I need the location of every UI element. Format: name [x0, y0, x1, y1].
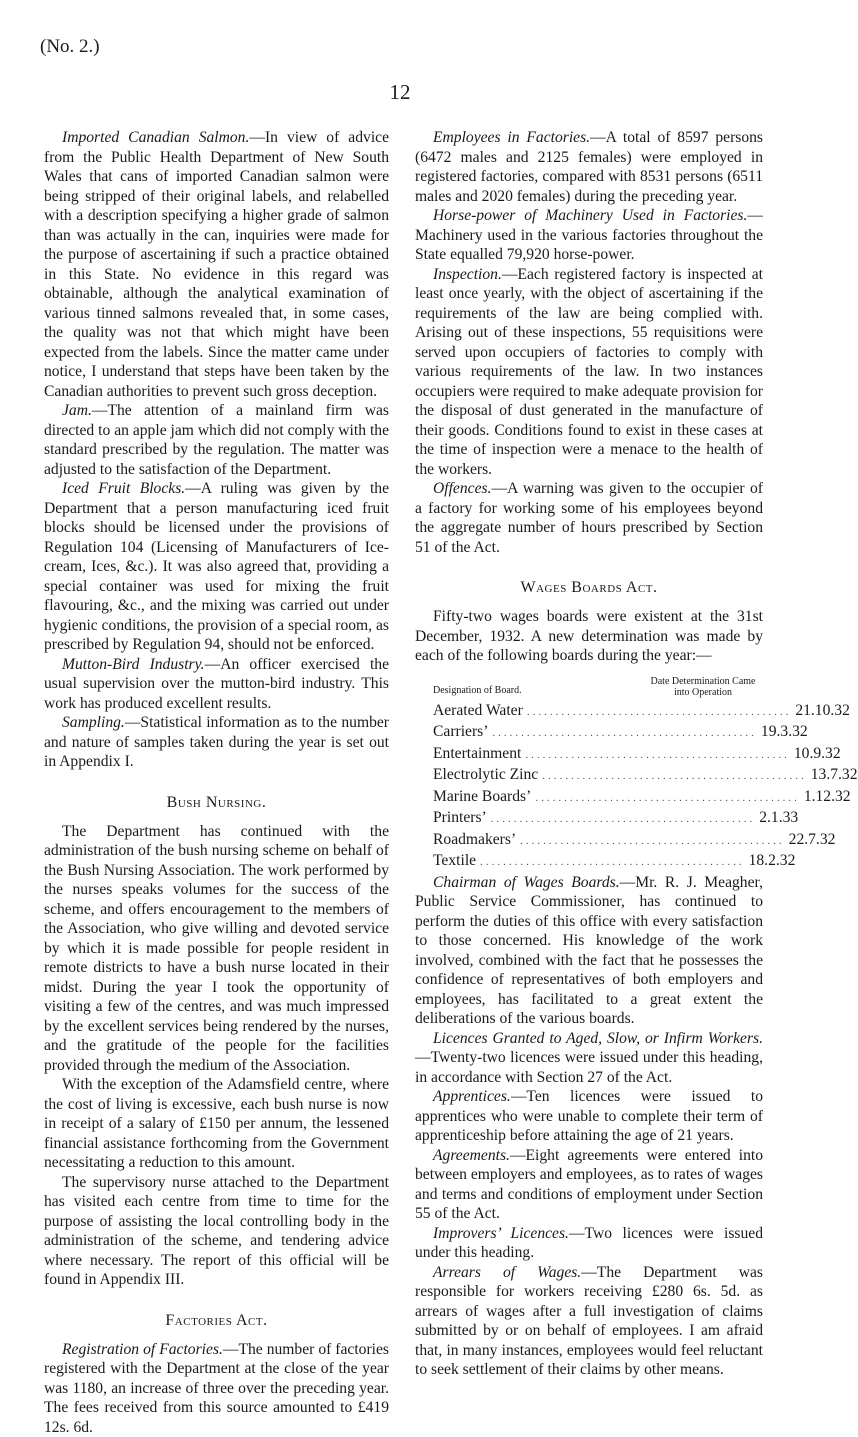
paragraph [44, 128, 389, 401]
wages-table-header [433, 676, 763, 698]
board-date: 18.2.32 [749, 851, 796, 871]
table-row [433, 722, 763, 744]
paragraph-text: The Department has continued with the administration of the bush nursing scheme on behalf of the Bush Nursing Association. The work performed by the nurses speaks volumes for the success of the scheme, and offers encouragement to the members of the Association, who give willing and devoted service by which it is made possible for people resident in remote districts to have a bush nurse located in their midst. During the year I took the opportunity of visiting a few of the centres, and was much impressed by the excellent services being rendered by the nurses, and the gratitude of the people for the facilities provided through the medium of the Association. [44, 823, 389, 1074]
paragraph-text: With the exception of the Adamsfield centre, where the cost of living is excessive, each bush nurse is now in receipt of a salary of £150 per annum, the lessened financial assistance forthcoming from the Government necessitating a reduction to this amount. [44, 1076, 389, 1171]
paragraph [44, 479, 389, 655]
table-row [433, 765, 763, 787]
dot-leader: .............................................. [520, 832, 785, 852]
paragraph-text: —A ruling was given by the Department that a person manufacturing iced fruit blocks should be licensed under the provisions of Regulation 104 (Licensing of Manufacturers of Ice-cream, Ices, &c.). It was also agreed that, providing a special container was used for mixing the fruit flavouring, &c., and the mixing was carried out under hygienic conditions, the provision of a special room, as prescribed by Regulation 94, should not be enforced. [44, 480, 389, 653]
paragraph [415, 1146, 763, 1224]
paragraph-text: —An officer exercised the usual supervision over the mutton-bird industry. This work has produced excellent results. [44, 656, 389, 712]
section-heading-factories-act: Factories Act. [44, 1312, 389, 1330]
document-number: (No. 2.) [40, 36, 100, 58]
table-row [433, 744, 763, 766]
paragraph [415, 1263, 763, 1380]
page-number: 12 [0, 80, 800, 105]
paragraph-heading: Apprentices. [433, 1088, 511, 1105]
paragraph-text: —Twenty-two licences were issued under this heading, in accordance with Section 27 of the Act. [415, 1049, 763, 1086]
paragraph-heading: Horse-power of Machinery Used in Factories. [433, 207, 747, 224]
paragraph-text: —Mr. R. J. Meagher, Public Service Commissioner, has continued to perform the duties of this office with every satisfaction to those concerned. His knowledge of the work involved, combined with the fact that he possesses the confidence of representatives of both employers and employees, has facilitated to a great extent the deliberations of the various boards. [415, 874, 763, 1028]
paragraph [44, 713, 389, 772]
board-date: 19.3.32 [761, 722, 808, 742]
column-header-date: Date Determination Came into Operation [643, 676, 763, 698]
paragraph-heading: Registration of Factories. [62, 1341, 223, 1358]
dot-leader: .............................................. [542, 767, 807, 787]
dot-leader: .............................................. [535, 789, 800, 809]
paragraph [44, 401, 389, 479]
dot-leader: .............................................. [525, 746, 790, 766]
dot-leader: .............................................. [480, 853, 745, 873]
paragraph [415, 479, 763, 557]
board-name: Carriers’ [433, 722, 488, 742]
paragraph-text: —Two licences were issued under this heading. [415, 1225, 763, 1262]
paragraph-heading: Offences. [433, 480, 491, 497]
board-name: Electrolytic Zinc [433, 765, 538, 785]
board-date: 22.7.32 [789, 830, 836, 850]
board-name: Entertainment [433, 744, 521, 764]
paragraph [44, 655, 389, 714]
board-date: 10.9.32 [794, 744, 841, 764]
dot-leader: .............................................. [492, 724, 757, 744]
table-row [433, 787, 763, 809]
dot-leader: .............................................. [491, 810, 756, 830]
paragraph-heading: Inspection. [433, 266, 502, 283]
paragraph [44, 1340, 389, 1437]
paragraph [415, 873, 763, 1029]
paragraph-text: —Ten licences were issued to apprentices who were unable to complete their term of apprenticeship before attaining the age of 21 years. [415, 1088, 763, 1144]
paragraph-heading: Imported Canadian Salmon. [62, 129, 249, 146]
table-row [433, 830, 763, 852]
paragraph-text: —A total of 8597 persons (6472 males and 2125 females) were employed in registered factories, compared with 8531 persons (6511 males and 2020 females) during the preceding year. [415, 129, 763, 205]
paragraph-text: —The number of factories registered with the Department at the close of the year was 1180, an increase of three over the preceding year. The fees received from this source amounted to £419 12s. 6d. [44, 1341, 389, 1436]
paragraph [415, 128, 763, 206]
wages-table [415, 701, 763, 873]
paragraph-heading: Chairman of Wages Boards. [433, 874, 620, 891]
section-heading-bush-nursing: Bush Nursing. [44, 794, 389, 812]
paragraph-heading: Jam. [62, 402, 92, 419]
board-name: Roadmakers’ [433, 830, 516, 850]
paragraph-heading: Agreements. [433, 1147, 510, 1164]
paragraph [44, 1173, 389, 1290]
paragraph-text: —In view of advice from the Public Health Department of New South Wales that cans of imported Canadian salmon were being stripped of their original labels, and relabelled with a description specifying a higher grade of salmon than was actually in the can, inquiries were made for the purpose of ascertaining if such a practice obtained in this State. No evidence in this regard was obtainable, although the analytical examination of various tinned salmons revealed that, in some cases, the quality was not that which might have been expected from the labels. Since the matter came under notice, I understand that steps have been taken by the Canadian authorities to prevent such gross deception. [44, 129, 389, 400]
paragraph-heading: Mutton-Bird Industry. [62, 656, 205, 673]
paragraph-heading: Employees in Factories. [433, 129, 590, 146]
board-date: 13.7.32 [811, 765, 858, 785]
paragraph [415, 1224, 763, 1263]
table-row [433, 851, 763, 873]
paragraph [415, 1029, 763, 1088]
paragraph-text: The supervisory nurse attached to the Department has visited each centre from time to time for the purpose of assisting the local controlling body in the administration of the scheme, and tendering advice where necessary. The report of this official will be found in Appendix III. [44, 1174, 389, 1289]
paragraph-text: —A warning was given to the occupier of a factory for working some of his employees beyond the aggregate number of hours prescribed by Section 51 of the Act. [415, 480, 763, 556]
board-name: Aerated Water [433, 701, 523, 721]
board-date: 21.10.32 [795, 701, 850, 721]
paragraph-text: —Machinery used in the various factories throughout the State equalled 79,920 horse-power. [415, 207, 763, 263]
paragraph [44, 1075, 389, 1173]
left-column [44, 128, 389, 1437]
paragraph [44, 822, 389, 1076]
paragraph [415, 206, 763, 265]
paragraph-text: —The attention of a mainland firm was directed to an apple jam which did not comply with the standard prescribed by the regulation. The matter was adjusted to the satisfaction of the Department. [44, 402, 389, 478]
board-name: Textile [433, 851, 476, 871]
board-name: Printers’ [433, 808, 487, 828]
table-row [433, 808, 763, 830]
board-name: Marine Boards’ [433, 787, 531, 807]
table-row [433, 701, 763, 723]
right-column [415, 128, 763, 1380]
paragraph [415, 1087, 763, 1146]
column-header-board: Designation of Board. [433, 685, 522, 698]
paragraph-heading: Sampling. [62, 714, 125, 731]
paragraph-heading: Licences Granted to Aged, Slow, or Infirm Workers. [433, 1030, 763, 1047]
section-heading-wages-boards-act: Wages Boards Act. [415, 579, 763, 597]
paragraph [415, 265, 763, 480]
paragraph-text: —Each registered factory is inspected at least once yearly, with the object of ascertaining if the requirements of the law are being complied with. Arising out of these inspections, 55 requisitions were served upon occupiers of factories to comply with various requirements of the law. In two instances occupiers were required to make adequate provision for the disposal of dust generated in the manufacture of their goods. Conditions found to exist in these cases at the time of inspection were a menace to the health of the workers. [415, 266, 763, 478]
board-date: 1.12.32 [804, 787, 851, 807]
paragraph-text: —The Department was responsible for workers receiving £280 6s. 5d. as arrears of wages after a full investigation of claims submitted by or on behalf of employees. I am afraid that, in many instances, employees would feel reluctant to seek settlement of their claims by other means. [415, 1264, 763, 1379]
paragraph-text: —Eight agreements were entered into between employers and employees, as to rates of wages and terms and conditions of employment under Section 55 of the Act. [415, 1147, 763, 1223]
paragraph-text: —Statistical information as to the number and nature of samples taken during the year is set out in Appendix I. [44, 714, 389, 770]
paragraph-heading: Improvers’ Licences. [433, 1225, 569, 1242]
paragraph-heading: Arrears of Wages. [433, 1264, 581, 1281]
board-date: 2.1.33 [759, 808, 798, 828]
paragraph-heading: Iced Fruit Blocks. [62, 480, 185, 497]
dot-leader: .............................................. [527, 703, 792, 723]
wages-intro: Fifty-two wages boards were existent at the 31st December, 1932. A new determination was made by each of the following boards during the year:— [415, 607, 763, 666]
